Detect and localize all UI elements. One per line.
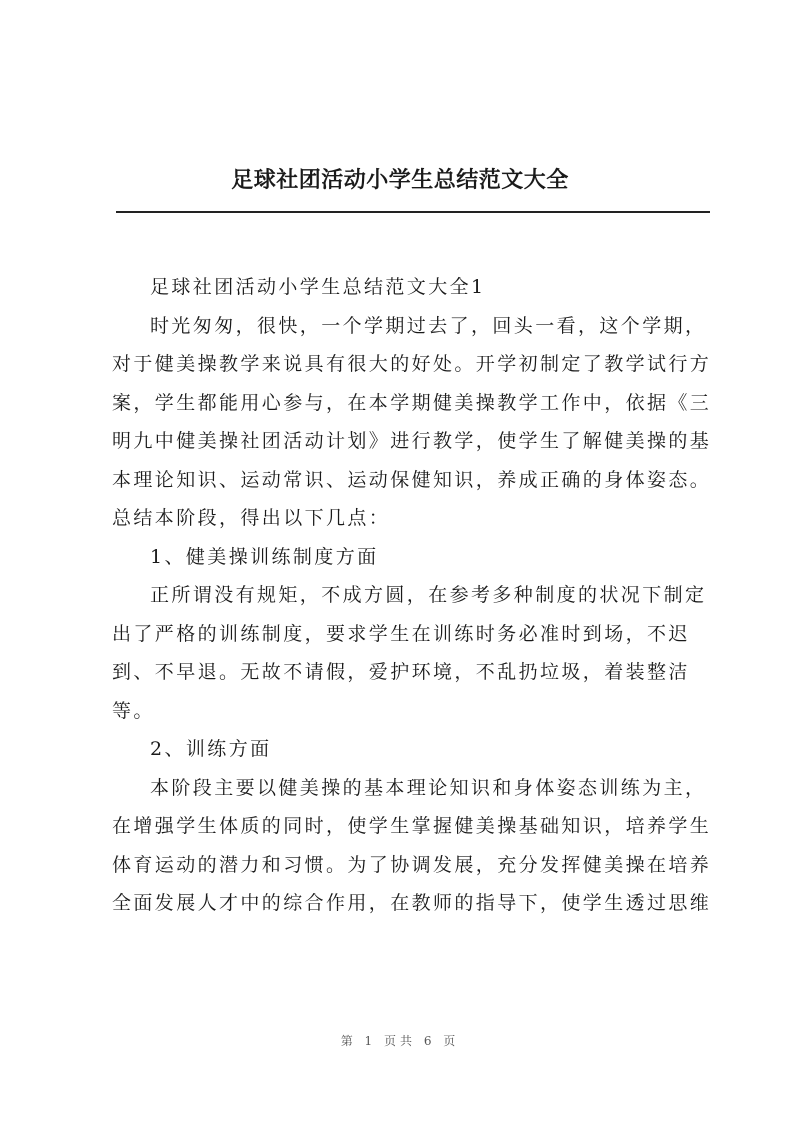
text-line: 本阶段主要以健美操的基本理论知识和身体姿态训练为主， bbox=[150, 776, 707, 799]
text-line: 出了严格的训练制度，要求学生在训练时务必准时到场，不迟 bbox=[112, 622, 690, 645]
text-line: 案，学生都能用心参与，在本学期健美操教学工作中，依据《三 bbox=[112, 391, 712, 414]
text-line: 1、健美操训练制度方面 bbox=[150, 545, 379, 568]
text-line: 本理论知识、运动常识、运动保健知识，养成正确的身体姿态。 bbox=[112, 468, 712, 491]
text-line: 时光匆匆，很快，一个学期过去了，回头一看，这个学期， bbox=[150, 314, 707, 337]
text-line: 明九中健美操社团活动计划》进行教学，使学生了解健美操的基 bbox=[112, 430, 712, 452]
text-line: 全面发展人才中的综合作用，在教师的指导下，使学生透过思维 bbox=[112, 892, 712, 914]
text-line: 2、训练方面 bbox=[150, 738, 272, 760]
text-line: 对于健美操教学来说具有很大的好处。开学初制定了教学试行方 bbox=[112, 353, 712, 375]
page-title: 足球社团活动小学生总结范文大全 bbox=[231, 167, 569, 193]
body-text bbox=[112, 268, 712, 923]
text-line: 等。 bbox=[112, 699, 155, 722]
title-divider bbox=[116, 211, 710, 213]
text-line: 正所谓没有规矩，不成方圆，在参考多种制度的状况下制定 bbox=[150, 584, 707, 606]
text-line: 足球社团活动小学生总结范文大全1 bbox=[150, 276, 486, 298]
text-line: 体育运动的潜力和习惯。为了协调发展，充分发挥健美操在培养 bbox=[112, 853, 712, 876]
text-line: 总结本阶段，得出以下几点： bbox=[112, 507, 391, 529]
page-footer: 第 1 页共 6 页 bbox=[340, 1034, 460, 1048]
text-line: 在增强学生体质的同时，使学生掌握健美操基础知识，培养学生 bbox=[112, 815, 712, 837]
text-line: 到、不早退。无故不请假，爱护环境，不乱扔垃圾，着装整洁 bbox=[112, 661, 690, 683]
